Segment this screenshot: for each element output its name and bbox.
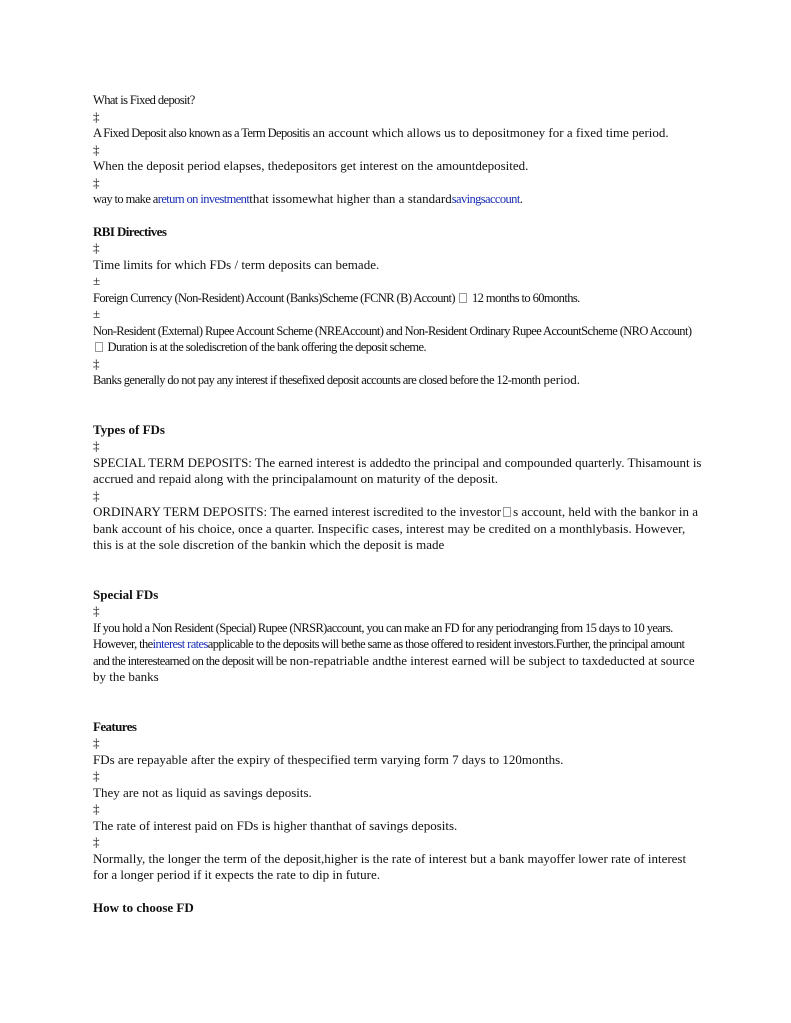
bullet-marker: ‡ — [93, 801, 100, 816]
paragraph-return: way to make areturn on investmentthat issomewhat higher than a standardsavingsaccount. — [93, 191, 523, 206]
paragraph-nrsr: If you hold a Non Resident (Special) Rupee (NRSR)account, you can make an FD for any periodranging from 15 days to 10 years. However, theinterest ratesapplicable to the deposits will bethe same as those offered to resident investors.Further, the principal amount and the interestearned on the deposit will be non-repatriable andthe interest earned will be subject to taxdeducted at source by the banks — [93, 620, 695, 684]
missing-glyph-icon — [459, 293, 467, 303]
section-title-what-is-fd: What is Fixed deposit? — [93, 93, 195, 107]
bullet-marker: ‡ — [93, 603, 100, 618]
heading-features: Features — [93, 718, 137, 734]
paragraph-time-limits: Time limits for which FDs / term deposits can bemade. — [93, 256, 380, 272]
paragraph-special-term: SPECIAL TERM DEPOSITS: The earned interest is addedto the principal and compounded quarterly. Thisamount is accrued and repaid along with the principalamount on maturity of the deposit. — [93, 454, 702, 486]
paragraph-rate-higher: The rate of interest paid on FDs is higher thanthat of savings deposits. — [93, 817, 458, 833]
bullet-marker: ‡ — [93, 834, 100, 849]
bullet-marker: ‡ — [93, 487, 100, 503]
paragraph-banks-interest: Banks generally do not pay any interest if thesefixed deposit accounts are closed before the 12-month period. — [93, 372, 580, 387]
link-return-on-investment[interactable]: return on investment — [157, 192, 250, 206]
heading-rbi-directives: RBI Directives — [93, 223, 167, 239]
heading-types-of-fds: Types of FDs — [93, 421, 165, 437]
bullet-marker: ‡ — [93, 174, 100, 190]
paragraph-ordinary-term: ORDINARY TERM DEPOSITS: The earned interest iscredited to the investor s account, held with the bankor in a bank account of his choice, once a quarter. Inspecific cases, interest may be credited on a monthlybasis. However, this is at the sole discretion of the bankin which the deposit is made — [93, 504, 698, 552]
heading-how-to-choose: How to choose FD — [93, 899, 194, 915]
paragraph-definition: A Fixed Deposit also known as a Term Depositis an account which allows us to depositmoney for a fixed time period. — [93, 125, 669, 140]
paragraph-repayable: FDs are repayable after the expiry of thespecified term varying form 7 days to 120months. — [93, 751, 564, 767]
bullet-marker: ‡ — [93, 355, 100, 371]
missing-glyph-icon — [95, 342, 103, 352]
bullet-marker: ± — [93, 306, 101, 321]
link-savings-account[interactable]: savingsaccount — [451, 192, 520, 206]
bullet-marker: ‡ — [93, 141, 100, 157]
bullet-marker: ‡ — [93, 240, 100, 255]
bullet-marker: ± — [93, 273, 101, 288]
heading-special-fds: Special FDs — [93, 586, 159, 602]
paragraph-fcnr: Foreign Currency (Non-Resident) Account (Banks)Scheme (FCNR (B) Account) 12 months to 60months. — [93, 290, 580, 305]
bullet-marker: ‡ — [93, 735, 100, 750]
paragraph-liquidity: They are not as liquid as savings deposits. — [93, 784, 312, 800]
link-interest-rates[interactable]: interest rates — [152, 637, 208, 651]
paragraph-nre-nro: Non-Resident (External) Rupee Account Scheme (NREAccount) and Non-Resident Ordinary Rupee AccountScheme (NRO Account) Duration is at the solediscretion of the bank offering the deposit scheme. — [93, 323, 692, 354]
missing-glyph-icon — [503, 507, 511, 517]
bullet-marker: ‡ — [93, 438, 100, 453]
paragraph-longer-term: Normally, the longer the term of the deposit,higher is the rate of interest but a bank mayoffer lower rate of interest for a longer period if it expects the rate to dip in future. — [93, 850, 687, 882]
paragraph-deposit-period: When the deposit period elapses, thedepositors get interest on the amountdeposited. — [93, 158, 529, 173]
bullet-marker: ‡ — [93, 108, 100, 124]
bullet-marker: ‡ — [93, 768, 100, 783]
document-page — [93, 92, 703, 916]
